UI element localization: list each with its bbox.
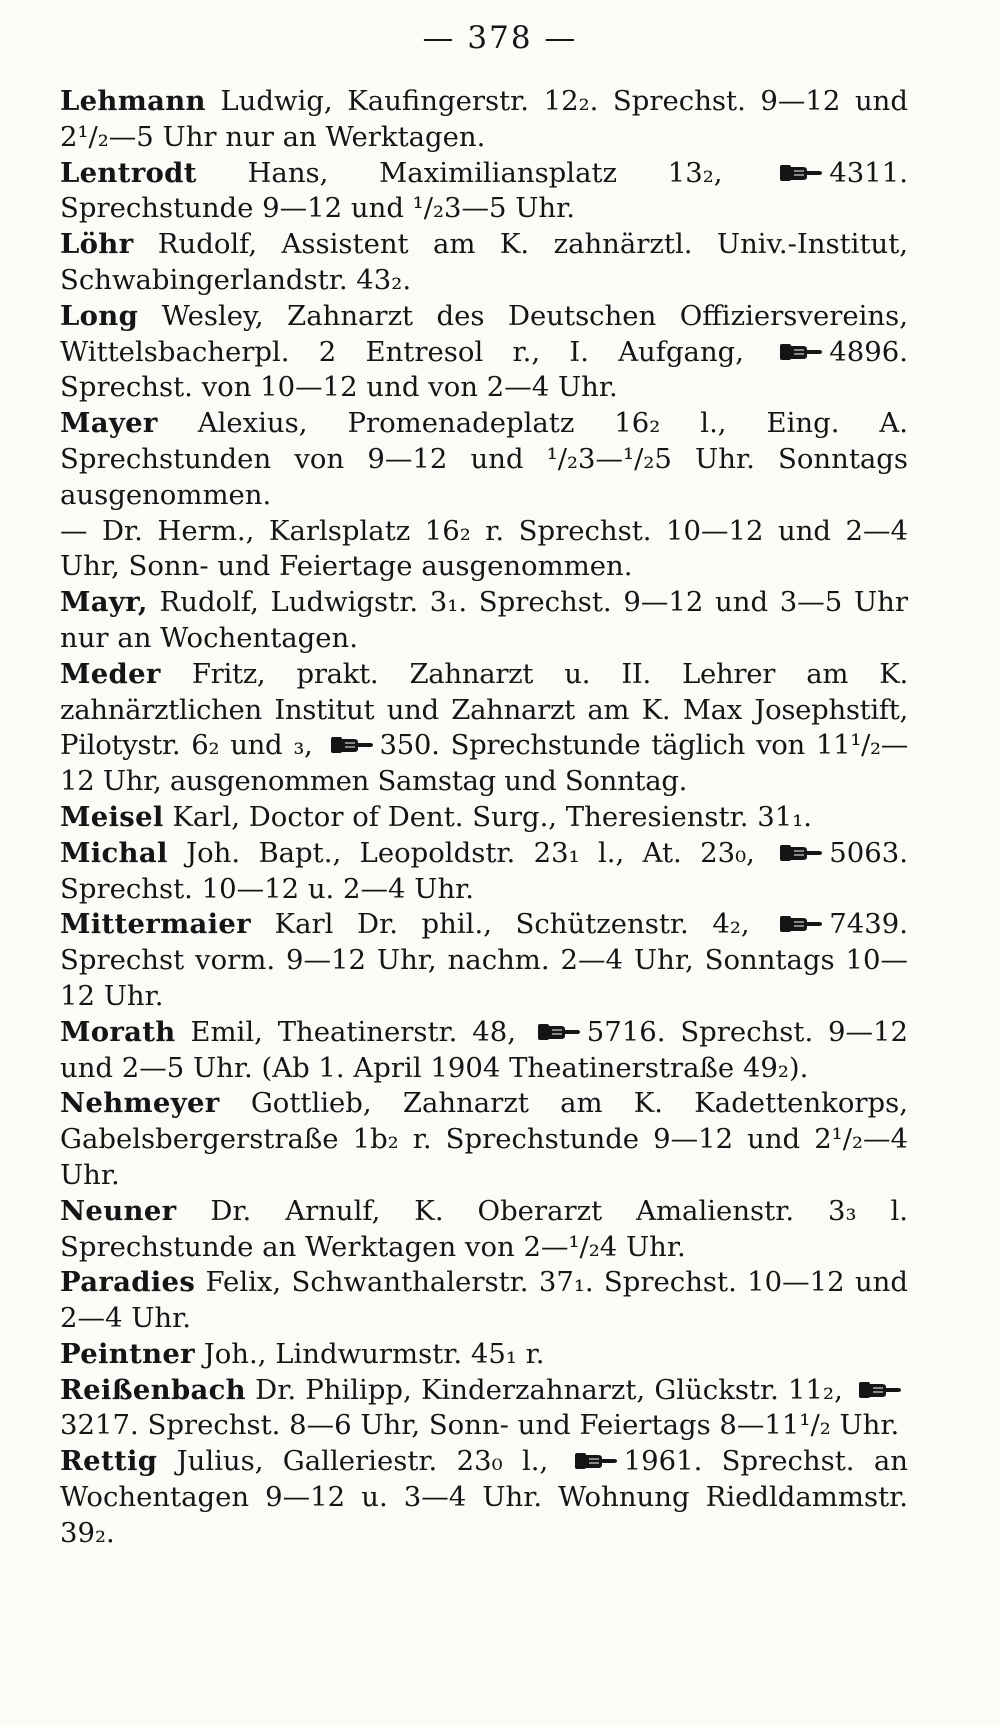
entry-text: Dr. Arnulf, K. Oberarzt Amalienstr. 3₃ l. Sprechstunde an Werktagen von 2—¹/₂4 Uhr. — [60, 1194, 908, 1263]
telephone-hand-icon — [537, 1021, 581, 1043]
telephone-hand-icon — [779, 162, 823, 184]
entry-text: Rudolf, Assistent am K. zahnärztl. Univ.-Institut, Schwabingerlandstr. 43₂. — [60, 228, 908, 296]
entry-text: Fritz, prakt. Zahnarzt u. II. Lehrer am K. zahnärztlichen Institut und Zahnarzt am K. Max Josephstift, Pilotystr. 6₂ und ₃, — [60, 657, 908, 762]
list-item — [60, 1373, 908, 1445]
entry-name: Reißenbach — [60, 1373, 246, 1406]
telephone-hand-icon — [858, 1379, 902, 1401]
entry-name: Paradies — [60, 1266, 196, 1299]
list-item — [60, 406, 908, 513]
entry-text: Karlsplatz 16₂ r. Sprechst. 10—12 und 2—4 Uhr, Sonn- und Feiertage ausgenommen. — [60, 514, 909, 583]
entry-name: Rettig — [60, 1445, 158, 1478]
telephone-hand-icon — [779, 842, 823, 864]
entry-text: Karl Dr. phil., Schützenstr. 4₂, — [274, 908, 750, 941]
list-item — [60, 1444, 908, 1551]
entry-text-after: Sprechst. an Wochentagen 9—12 u. 3—4 Uhr. Wohnung Riedldammstr. 39₂. — [60, 1445, 908, 1549]
entry-name: Michal — [60, 836, 168, 869]
telephone-hand-icon — [330, 734, 374, 756]
entry-text: Dr. Philipp, Kinderzahnarzt, Glückstr. 11₂, — [255, 1373, 843, 1406]
entry-name: Meisel — [60, 800, 164, 833]
telephone-hand-icon — [574, 1450, 618, 1472]
entry-name: Long — [60, 299, 139, 332]
entry-list — [60, 84, 908, 1552]
entry-name: — Dr. Herm., — [60, 514, 255, 547]
entry-phone: 350. — [379, 729, 440, 762]
list-item — [60, 585, 908, 657]
entry-text-after: Sprechst vorm. 9—12 Uhr, nachm. 2—4 Uhr, Sonntags 10—12 Uhr. — [60, 944, 908, 1012]
list-item — [60, 1265, 908, 1337]
entry-text: Ludwig, Kaufingerstr. 12₂. Sprechst. 9—12 und 2¹/₂—5 Uhr nur an Werktagen. — [60, 85, 908, 153]
entry-text: Emil, Theatinerstr. 48, — [190, 1015, 516, 1048]
entry-text: Julius, Galleriestr. 23₀ l., — [176, 1445, 549, 1478]
entry-text-after: Sprechstunde täglich von 11¹/₂—12 Uhr, ausgenommen Samstag und Sonntag. — [60, 729, 908, 798]
entry-phone: 1961. — [623, 1445, 703, 1478]
entry-text: Joh. Bapt., Leopoldstr. 23₁ l., At. 23₀, — [186, 836, 755, 869]
entry-name: Nehmeyer — [60, 1087, 220, 1120]
list-item — [60, 227, 908, 299]
entry-text: Gottlieb, Zahnarzt am K. Kadettenkorps, Gabelsbergerstraße 1b₂ r. Sprechstunde 9—12 und 2¹/₂—4 Uhr. — [60, 1087, 908, 1191]
list-item — [60, 836, 908, 908]
entry-text-after: Sprechst. 8—6 Uhr, Sonn- und Feiertags 8—11¹/₂ Uhr. — [147, 1409, 900, 1442]
entry-phone: 3217. — [60, 1409, 139, 1442]
entry-text: Joh., Lindwurmstr. 45₁ r. — [203, 1337, 545, 1370]
entry-phone: 4896. — [829, 335, 908, 368]
list-item — [60, 514, 908, 586]
entry-text: Wesley, Zahnarzt des Deutschen Offiziersvereins, Wittelsbacherpl. 2 Entresol r., I. Aufgang, — [60, 299, 908, 368]
list-item — [60, 800, 908, 836]
telephone-hand-icon — [779, 341, 823, 363]
entry-name: Peintner — [60, 1337, 195, 1370]
entry-name: Mayr, — [60, 586, 148, 619]
entry-text-after: Sprechst. von 10—12 und von 2—4 Uhr. — [60, 371, 618, 404]
entry-name: Meder — [60, 657, 161, 690]
telephone-hand-icon — [779, 913, 823, 935]
entry-name: Lentrodt — [60, 156, 197, 189]
entry-name: Mayer — [60, 407, 158, 440]
entry-text: Felix, Schwanthalerstr. 37₁. Sprechst. 10—12 und 2—4 Uhr. — [60, 1266, 908, 1335]
entry-text-after: Sprechst. 10—12 u. 2—4 Uhr. — [60, 872, 475, 905]
entry-text: Hans, Maximiliansplatz 13₂, — [247, 156, 723, 189]
list-item — [60, 156, 908, 228]
entry-phone: 4311. — [829, 156, 908, 189]
entry-phone: 5716. — [586, 1015, 666, 1048]
list-item — [60, 299, 908, 406]
entry-text-after: Sprechstunde 9—12 und ¹/₂3—5 Uhr. — [60, 192, 575, 225]
entry-text-after: Sprechst. 9—12 und 2—5 Uhr. (Ab 1. April 1904 Theatinerstraße 49₂). — [60, 1015, 908, 1084]
list-item — [60, 1015, 908, 1087]
entry-phone: 5063. — [829, 836, 908, 869]
list-item — [60, 84, 908, 156]
page-number: — 378 — — [422, 20, 578, 56]
entry-name: Morath — [60, 1015, 176, 1048]
entry-name: Löhr — [60, 228, 134, 261]
entry-text: Karl, Doctor of Dent. Surg., Theresienstr. 31₁. — [172, 800, 812, 833]
entry-name: Lehmann — [60, 85, 206, 117]
entry-name: Neuner — [60, 1194, 177, 1227]
list-item — [60, 657, 908, 800]
entry-text: Alexius, Promenadeplatz 16₂ l., Eing. A. Sprechstunden von 9—12 und ¹/₂3—¹/₂5 Uhr. Sonntags ausgenommen. — [60, 407, 908, 511]
entry-phone: 7439. — [829, 908, 908, 941]
entry-text: Rudolf, Ludwigstr. 3₁. Sprechst. 9—12 und 3—5 Uhr nur an Wochentagen. — [60, 586, 909, 654]
list-item — [60, 1194, 908, 1266]
entry-name: Mittermaier — [60, 908, 251, 941]
list-item — [60, 1337, 908, 1373]
list-item — [60, 1086, 908, 1193]
list-item — [60, 907, 908, 1014]
